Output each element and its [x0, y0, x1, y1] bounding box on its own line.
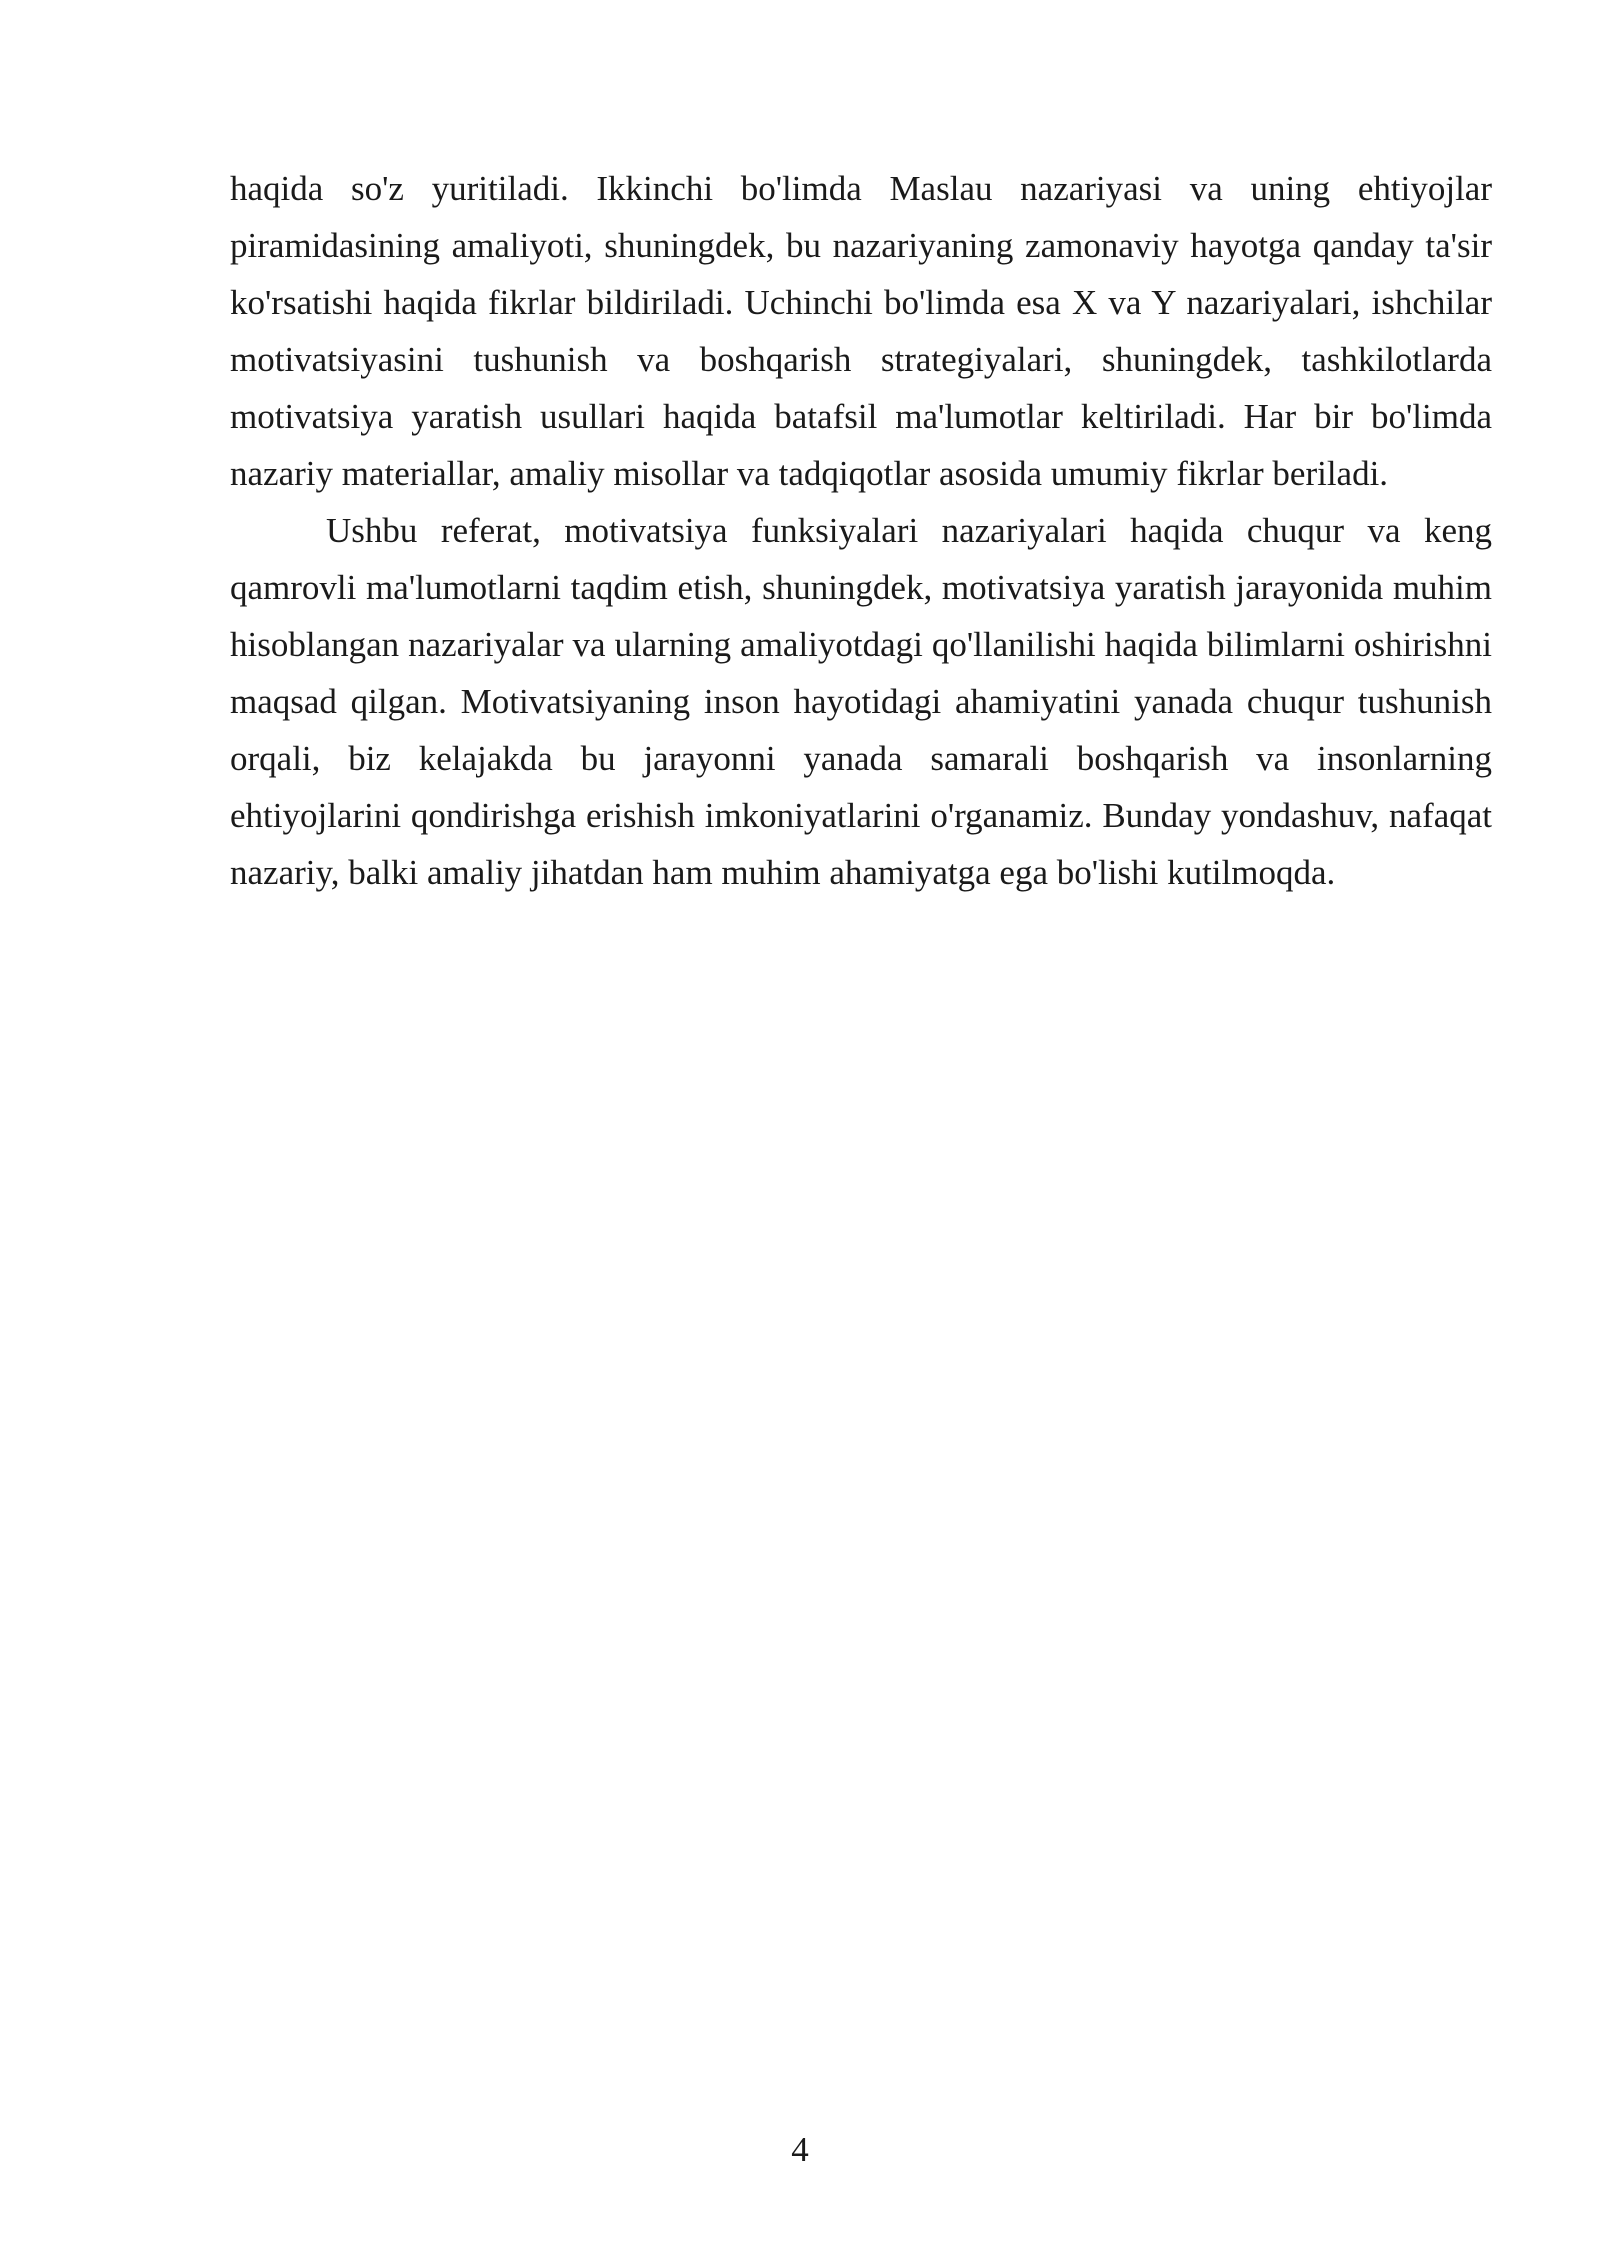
document-body: [230, 160, 1492, 901]
paragraph-summary: Ushbu referat, motivatsiya funksiyalari nazariyalari haqida chuqur va keng qamrovli ma'lumotlarni taqdim etish, shuningdek, motivatsiya yaratish jarayonida muhim hisoblangan nazariyalar va ularning amaliyotdagi qo'llanilishi haqida bilimlarni oshirishni maqsad qilgan. Motivatsiyaning inson hayotidagi ahamiyatini yanada chuqur tushunish orqali, biz kelajakda bu jarayonni yanada samarali boshqarish va insonlarning ehtiyojlarini qondirishga erishish imkoniyatlarini o'rganamiz. Bunday yondashuv, nafaqat nazariy, balki amaliy jihatdan ham muhim ahamiyatga ega bo'lishi kutilmoqda.: [230, 511, 1492, 892]
paragraph-continuation: haqida so'z yuritiladi. Ikkinchi bo'limda Maslau nazariyasi va uning ehtiyojlar piramidasining amaliyoti, shuningdek, bu nazariyaning zamonaviy hayotga qanday ta'sir ko'rsatishi haqida fikrlar bildiriladi. Uchinchi bo'limda esa X va Y nazariyalari, ishchilar motivatsiyasini tushunish va boshqarish strategiyalari, shuningdek, tashkilotlarda motivatsiya yaratish usullari haqida batafsil ma'lumotlar keltiriladi. Har bir bo'limda nazariy materiallar, amaliy misollar va tadqiqotlar asosida umumiy fikrlar beriladi.: [230, 169, 1492, 493]
page-number: 4: [791, 2130, 809, 2169]
